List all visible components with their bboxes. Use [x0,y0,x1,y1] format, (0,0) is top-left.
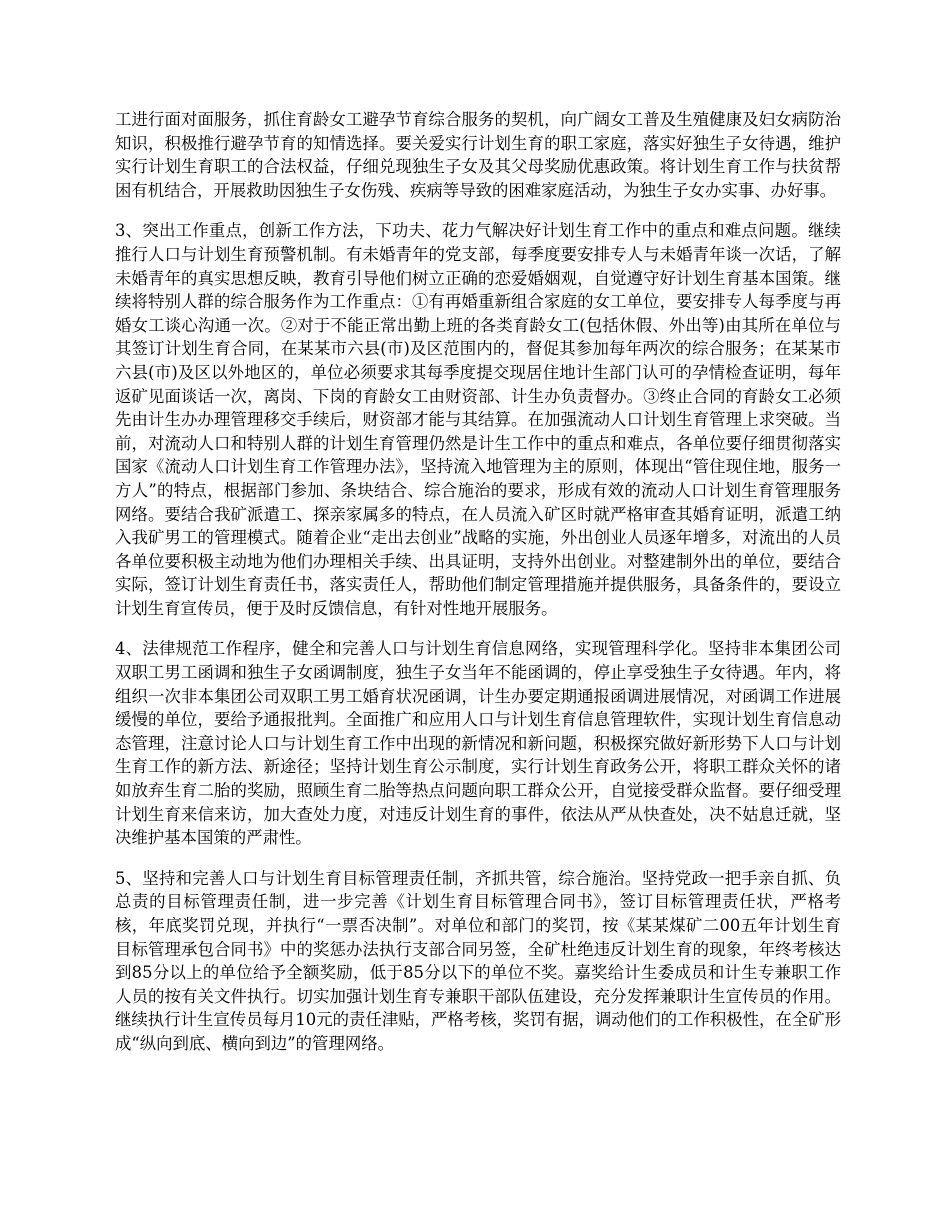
paragraph-3-key-issues: 3、突出工作重点，创新工作方法，下功夫、花力气解决好计划生育工作中的重点和难点问题。继续推行人口与计划生育预警机制。有未婚青年的党支部，每季度要安排专人与未婚青年谈一次话，了解未婚青年的真实思想反映，教育引导他们树立正确的恋爱婚姻观，自觉遵守好计划生育基本国策。继续将特别人群的综合服务作为工作重点：①有再婚重新组合家庭的女工单位，要安排专人每季度与再婚女工谈心沟通一次。②对于不能正常出勤上班的各类育龄女工(包括休假、外出等)由其所在单位与其签订计划生育合同，在某某市六县(市)及区范围内的，督促其参加每年两次的综合服务；在某某市六县(市)及区以外地区的，单位必须要求其每季度提交现居住地计生部门认可的孕情检查证明，每年返矿见面谈话一次，离岗、下岗的育龄女工由财资部、计生办负责督办。③终止合同的育龄女工必须先由计生办办理管理移交手续后，财资部才能与其结算。在加强流动人口计划生育管理上求突破。当前，对流动人口和特别人群的计划生育管理仍然是计生工作中的重点和难点，各单位要仔细贯彻落实国家《流动人口计划生育工作管理办法》，坚持流入地管理为主的原则，体现出“管住现住地，服务一方人”的特点，根据部门参加、条块结合、综合施治的要求，形成有效的流动人口计划生育管理服务网络。要结合我矿派遣工、探亲家属多的特点，在人员流入矿区时就严格审查其婚育证明，派遣工纳入我矿男工的管理模式。随着企业“走出去创业”战略的实施，外出创业人员逐年增多，对流出的人员各单位要积极主动地为他们办理相关手续、出具证明，支持外出创业。对整建制外出的单位，要结合实际，签订计划生育责任书，落实责任人，帮助他们制定管理措施并提供服务，具备条件的，要设立计划生育宣传员，便于及时反馈信息，有针对性地开展服务。 [115,221,841,618]
paragraph-4-information-network: 4、法律规范工作程序，健全和完善人口与计划生育信息网络，实现管理科学化。坚持非本集团公司双职工男工函调和独生子女函调制度，独生子女当年不能函调的，停止享受独生子女待遇。年内，将组织一次非本集团公司双职工男工婚育状况函调，计生办要定期通报函调进展情况，对函调工作进展缓慢的单位，要给予通报批判。全面推广和应用人口与计划生育信息管理软件，实现计划生育信息动态管理，注意讨论人口与计划生育工作中出现的新情况和新问题，积极探究做好新形势下人口与计划生育工作的新方法、新途径；坚持计划生育公示制度，实行计划生育政务公开，将职工群众关怀的诸如放弃生育二胎的奖励，照顾生育二胎等热点问题向职工群众公开，自觉接受群众监督。要仔细受理计划生育来信来访，加大查处力度，对违反计划生育的事件，依法从严从快查处，决不姑息迁就，坚决维护基本国策的严肃性。 [115,639,841,848]
paragraph-5-target-management: 5、坚持和完善人口与计划生育目标管理责任制，齐抓共管，综合施治。坚持党政一把手亲自抓、负总责的目标管理责任制，进一步完善《计划生育目标管理合同书》，签订目标管理责任状，严格考核，年底奖罚兑现，并执行“一票否决制”。对单位和部门的奖罚，按《某某煤矿二00五年计划生育目标管理承包合同书》中的奖惩办法执行支部合同另签，全矿杜绝违反计划生育的现象，年终考核达到85分以上的单位给予全额奖励，低于85分以下的单位不奖。嘉奖给计生委成员和计生专兼职工作人员的按有关文件执行。切实加强计划生育专兼职干部队伍建设，充分发挥兼职计生宣传员的作用。继续执行计生宣传员每月10元的责任津贴，严格考核，奖罚有据，调动他们的工作积极性，在全矿形成“纵向到底、横向到边”的管理网络。 [115,868,841,1053]
paragraph-continuation-family-services: 工进行面对面服务，抓住育龄女工避孕节育综合服务的契机，向广阔女工普及生殖健康及妇女病防治知识，积极推行避孕节育的知情选择。要关爱实行计划生育的职工家庭，落实好独生子女待遇，维护实行计划生育职工的合法权益，仔细兑现独生子女及其父母奖励优惠政策。将计划生育工作与扶贫帮困有机结合，开展救助因独生子女伤残、疾病等导致的困难家庭活动，为独生子女办实事、办好事。 [115,110,841,200]
document-body [115,108,841,1073]
